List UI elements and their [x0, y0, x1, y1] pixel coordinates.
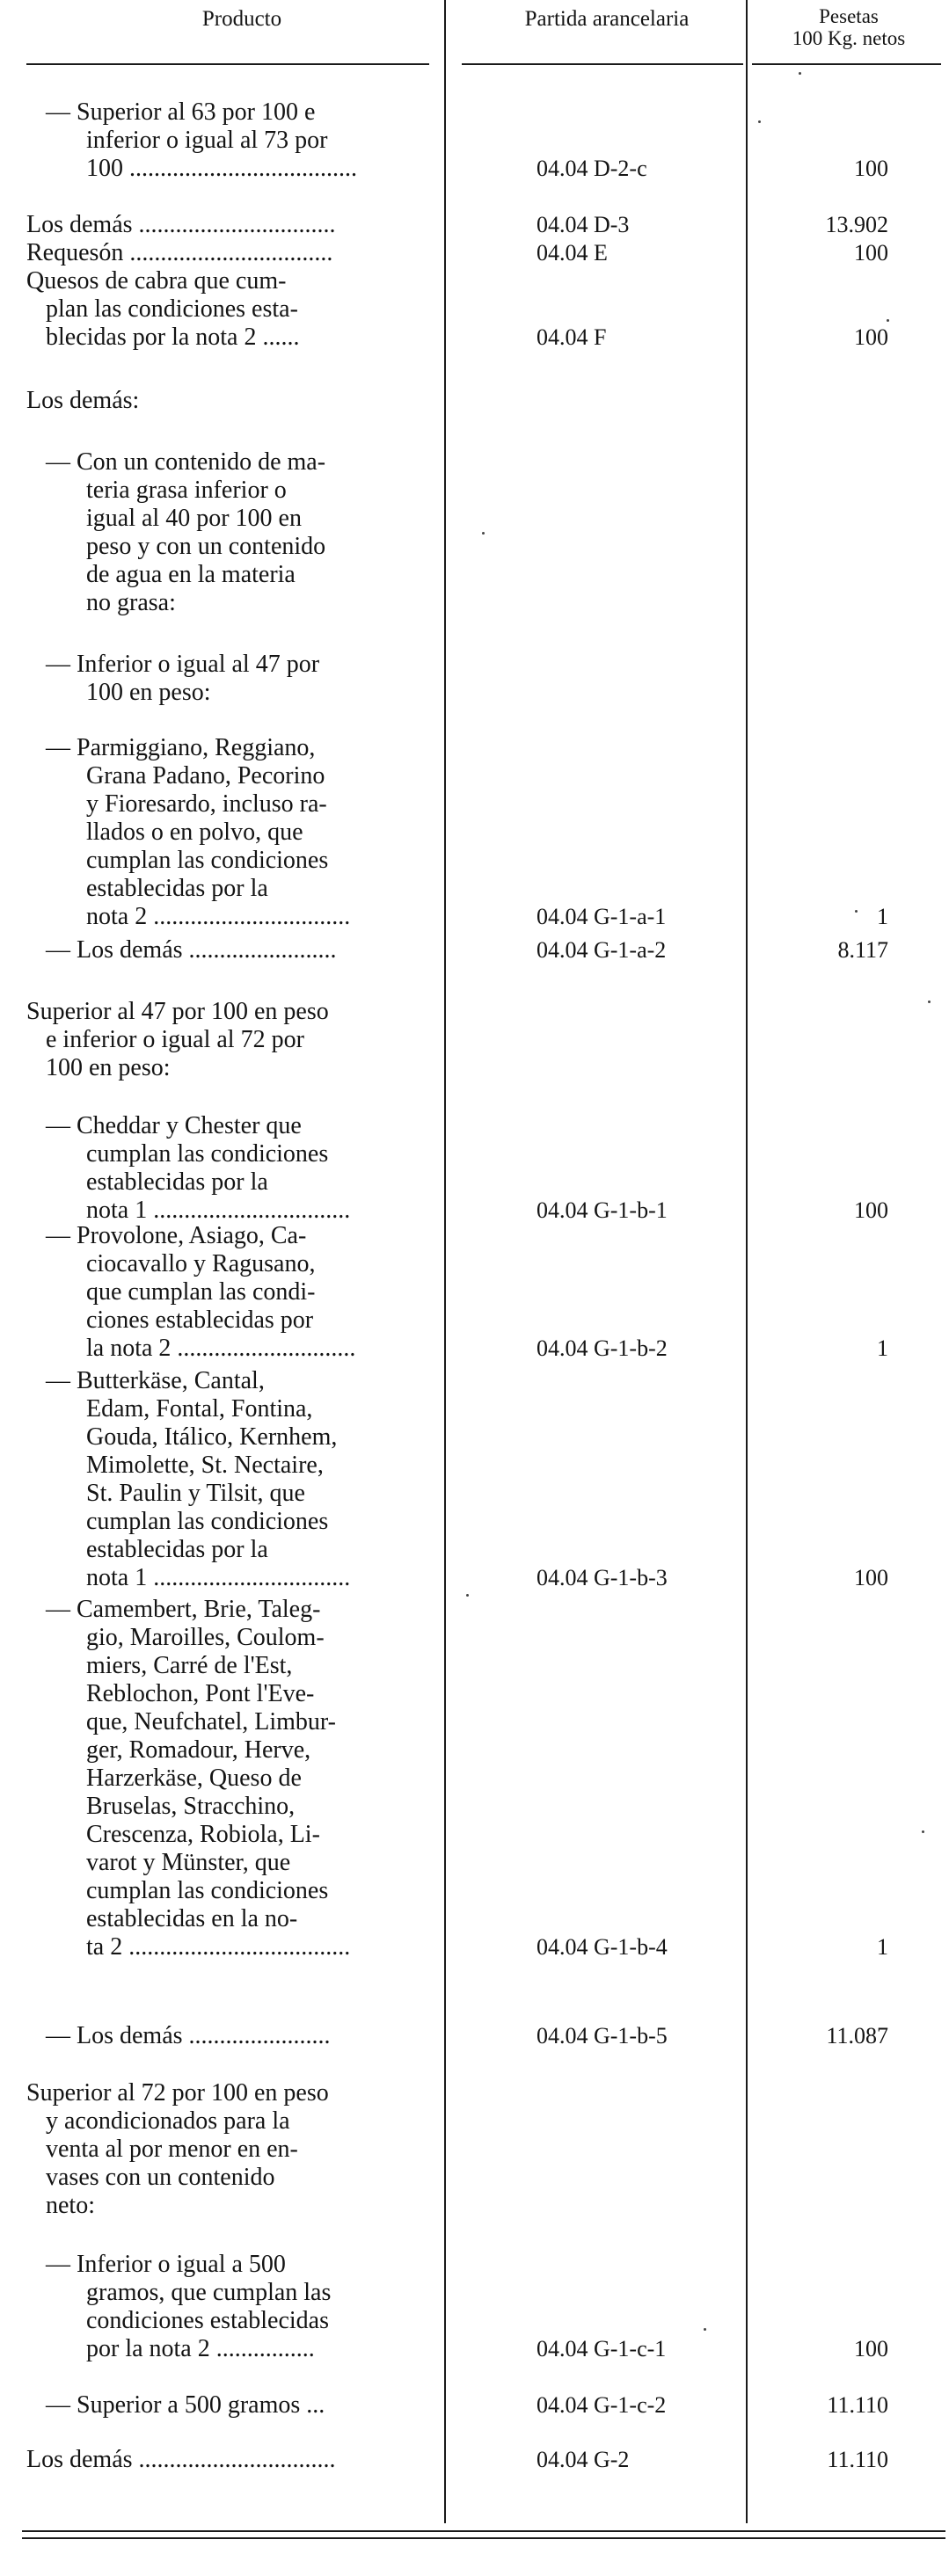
product-line: nota 2 ................................: [86, 903, 351, 930]
product-line: vases con un contenido: [46, 2164, 275, 2191]
product-line: — Inferior o igual a 500: [46, 2251, 286, 2278]
product-line: Los demás:: [26, 387, 140, 414]
product-line: Crescenza, Robiola, Li-: [86, 1821, 320, 1848]
scan-speck: [482, 532, 485, 535]
product-line: ger, Romadour, Herve,: [86, 1736, 311, 1764]
product-line: Superior al 72 por 100 en peso: [26, 2079, 329, 2107]
product-line: que cumplan las condi-: [86, 1278, 316, 1306]
pesetas-value: 100: [854, 1197, 888, 1223]
product-line: ciocavallo y Ragusano,: [86, 1250, 316, 1277]
product-description: [46, 734, 433, 931]
partida-arancelaria: 04.04 G-1-b-4: [537, 1934, 668, 1960]
product-line: — Provolone, Asiago, Ca-: [46, 1222, 307, 1249]
product-line: Mimolette, St. Nectaire,: [86, 1452, 324, 1479]
pesetas-value: 100: [854, 2336, 888, 2361]
product-line: — Superior a 500 gramos ...: [46, 2391, 325, 2419]
product-line: 100 en peso:: [86, 679, 211, 706]
column-header-pesetas: [748, 5, 949, 50]
footer-rule-1: [22, 2530, 945, 2532]
product-line: — Los demás .......................: [46, 2022, 331, 2049]
pesetas-value: 100: [854, 156, 888, 181]
pesetas-value: 1: [877, 904, 888, 929]
product-line: Bruselas, Stracchino,: [86, 1793, 296, 1820]
product-description: [46, 1112, 433, 1225]
product-description: [46, 1222, 433, 1363]
product-description: [46, 2251, 433, 2363]
product-line: y Fioresardo, incluso ra-: [86, 790, 327, 818]
product-line: Reblochon, Pont l'Eve-: [86, 1680, 315, 1707]
partida-arancelaria: 04.04 G-1-b-3: [537, 1565, 668, 1590]
product-description: [46, 1367, 433, 1592]
partida-arancelaria: 04.04 D-3: [537, 212, 630, 237]
partida-arancelaria: 04.04 G-1-c-1: [537, 2336, 667, 2361]
product-line: y acondicionados para la: [46, 2107, 290, 2135]
partida-arancelaria: 04.04 E: [537, 240, 608, 266]
product-line: venta al por menor en en-: [46, 2136, 298, 2163]
product-line: ciones establecidas por: [86, 1306, 314, 1334]
product-line: condiciones establecidas: [86, 2307, 330, 2334]
partida-arancelaria: 04.04 G-1-a-2: [537, 937, 667, 963]
product-line: blecidas por la nota 2 ......: [46, 324, 300, 351]
column-divider-right: [746, 0, 748, 2523]
scan-speck: [704, 2328, 706, 2331]
product-line: St. Paulin y Tilsit, que: [86, 1480, 305, 1507]
product-line: Superior al 47 por 100 en peso: [26, 998, 329, 1025]
product-line: e inferior o igual al 72 por: [46, 1026, 304, 1053]
product-line: — Parmiggiano, Reggiano,: [46, 734, 316, 761]
product-line: varot y Münster, que: [86, 1849, 291, 1876]
product-line: cumplan las condiciones: [86, 1140, 329, 1168]
product-line: Quesos de cabra que cum-: [26, 267, 287, 295]
product-description: [26, 267, 431, 352]
column-header-partida: Partida arancelaria: [524, 7, 690, 31]
product-line: establecidas en la no-: [86, 1905, 298, 1932]
partida-arancelaria: 04.04 F: [537, 324, 607, 350]
scan-speck: [887, 319, 889, 322]
partida-arancelaria: 04.04 D-2-c: [537, 156, 647, 181]
product-description: [26, 387, 431, 415]
scan-speck: [855, 910, 858, 913]
product-line: teria grasa inferior o: [86, 477, 287, 504]
product-description: [26, 2446, 431, 2474]
scan-speck: [799, 72, 801, 75]
footer-rule-2: [22, 2537, 945, 2539]
product-line: — Superior al 63 por 100 e: [46, 98, 316, 126]
product-line: nota 1 ................................: [86, 1197, 351, 1224]
product-line: cumplan las condiciones: [86, 1877, 329, 1904]
product-line: Edam, Fontal, Fontina,: [86, 1395, 313, 1423]
product-line: gramos, que cumplan las: [86, 2279, 332, 2306]
product-line: establecidas por la: [86, 1536, 268, 1563]
scan-speck: [466, 1594, 469, 1597]
pesetas-value: 13.902: [825, 212, 888, 237]
product-description: [46, 936, 433, 964]
pesetas-value: 100: [854, 1565, 888, 1590]
partida-arancelaria: 04.04 G-1-a-1: [537, 904, 667, 929]
pesetas-value: 8.117: [837, 937, 888, 963]
product-line: — Con un contenido de ma-: [46, 448, 326, 476]
product-description: [46, 98, 433, 183]
product-line: no grasa:: [86, 589, 176, 616]
pesetas-value: 100: [854, 324, 888, 350]
product-line: por la nota 2 ................: [86, 2335, 315, 2362]
product-description: [26, 211, 431, 239]
partida-arancelaria: 04.04 G-1-b-1: [537, 1197, 668, 1223]
product-line: 100 en peso:: [46, 1054, 171, 1081]
product-line: la nota 2 .............................: [86, 1335, 356, 1362]
product-line: — Los demás ........................: [46, 936, 337, 964]
product-line: miers, Carré de l'Est,: [86, 1652, 293, 1679]
product-line: cumplan las condiciones: [86, 1508, 329, 1535]
product-line: Harzerkäse, Queso de: [86, 1765, 302, 1792]
column-divider-left: [444, 0, 446, 2523]
product-line: Los demás ................................: [26, 211, 336, 238]
header-rule-producto: [26, 63, 429, 65]
product-description: [26, 239, 431, 267]
scan-speck: [928, 1001, 931, 1003]
product-description: [46, 2391, 433, 2420]
product-line: de agua en la materia: [86, 561, 296, 588]
product-line: llados o en polvo, que: [86, 819, 303, 846]
pesetas-header-line2: 100 Kg. netos: [792, 27, 906, 50]
product-description: [46, 448, 433, 617]
pesetas-header-line1: Pesetas: [819, 5, 879, 27]
product-line: — Butterkäse, Cantal,: [46, 1367, 265, 1394]
product-line: establecidas por la: [86, 875, 268, 902]
product-description: [26, 998, 431, 1082]
product-line: ta 2 ....................................: [86, 1933, 351, 1961]
product-line: que, Neufchatel, Limbur-: [86, 1708, 336, 1736]
product-description: [46, 651, 433, 707]
product-line: — Cheddar y Chester que: [46, 1112, 302, 1139]
partida-arancelaria: 04.04 G-1-c-2: [537, 2392, 667, 2418]
pesetas-value: 11.110: [827, 2392, 888, 2418]
pesetas-value: 11.110: [827, 2447, 888, 2472]
product-line: Gouda, Itálico, Kernhem,: [86, 1423, 338, 1451]
product-line: gio, Maroilles, Coulom-: [86, 1624, 325, 1651]
product-line: inferior o igual al 73 por: [86, 127, 328, 154]
partida-arancelaria: 04.04 G-1-b-5: [537, 2023, 668, 2048]
product-line: — Inferior o igual al 47 por: [46, 651, 320, 678]
product-description: [26, 2079, 431, 2220]
product-line: Los demás ................................: [26, 2446, 336, 2473]
product-line: Requesón .................................: [26, 239, 333, 266]
product-line: nota 1 ................................: [86, 1564, 351, 1591]
partida-arancelaria: 04.04 G-2: [537, 2447, 630, 2472]
header-rule-pesetas: [752, 63, 941, 65]
product-line: Grana Padano, Pecorino: [86, 762, 325, 790]
header-rule-partida: [462, 63, 743, 65]
pesetas-value: 100: [854, 240, 888, 266]
scan-speck: [758, 120, 761, 123]
product-line: igual al 40 por 100 en: [86, 505, 302, 532]
pesetas-value: 1: [877, 1335, 888, 1361]
column-header-producto: Producto: [201, 7, 282, 31]
product-line: cumplan las condiciones: [86, 847, 329, 874]
product-line: establecidas por la: [86, 1168, 268, 1196]
product-description: [46, 2022, 433, 2050]
pesetas-value: 11.087: [826, 2023, 888, 2048]
partida-arancelaria: 04.04 G-1-b-2: [537, 1335, 668, 1361]
pesetas-value: 1: [877, 1934, 888, 1960]
scan-speck: [922, 1830, 924, 1833]
product-line: neto:: [46, 2192, 95, 2219]
product-line: plan las condiciones esta-: [46, 295, 298, 323]
product-line: 100 .....................................: [86, 155, 357, 182]
product-description: [46, 1596, 433, 1961]
product-line: peso y con un contenido: [86, 533, 326, 560]
product-line: — Camembert, Brie, Taleg-: [46, 1596, 321, 1623]
